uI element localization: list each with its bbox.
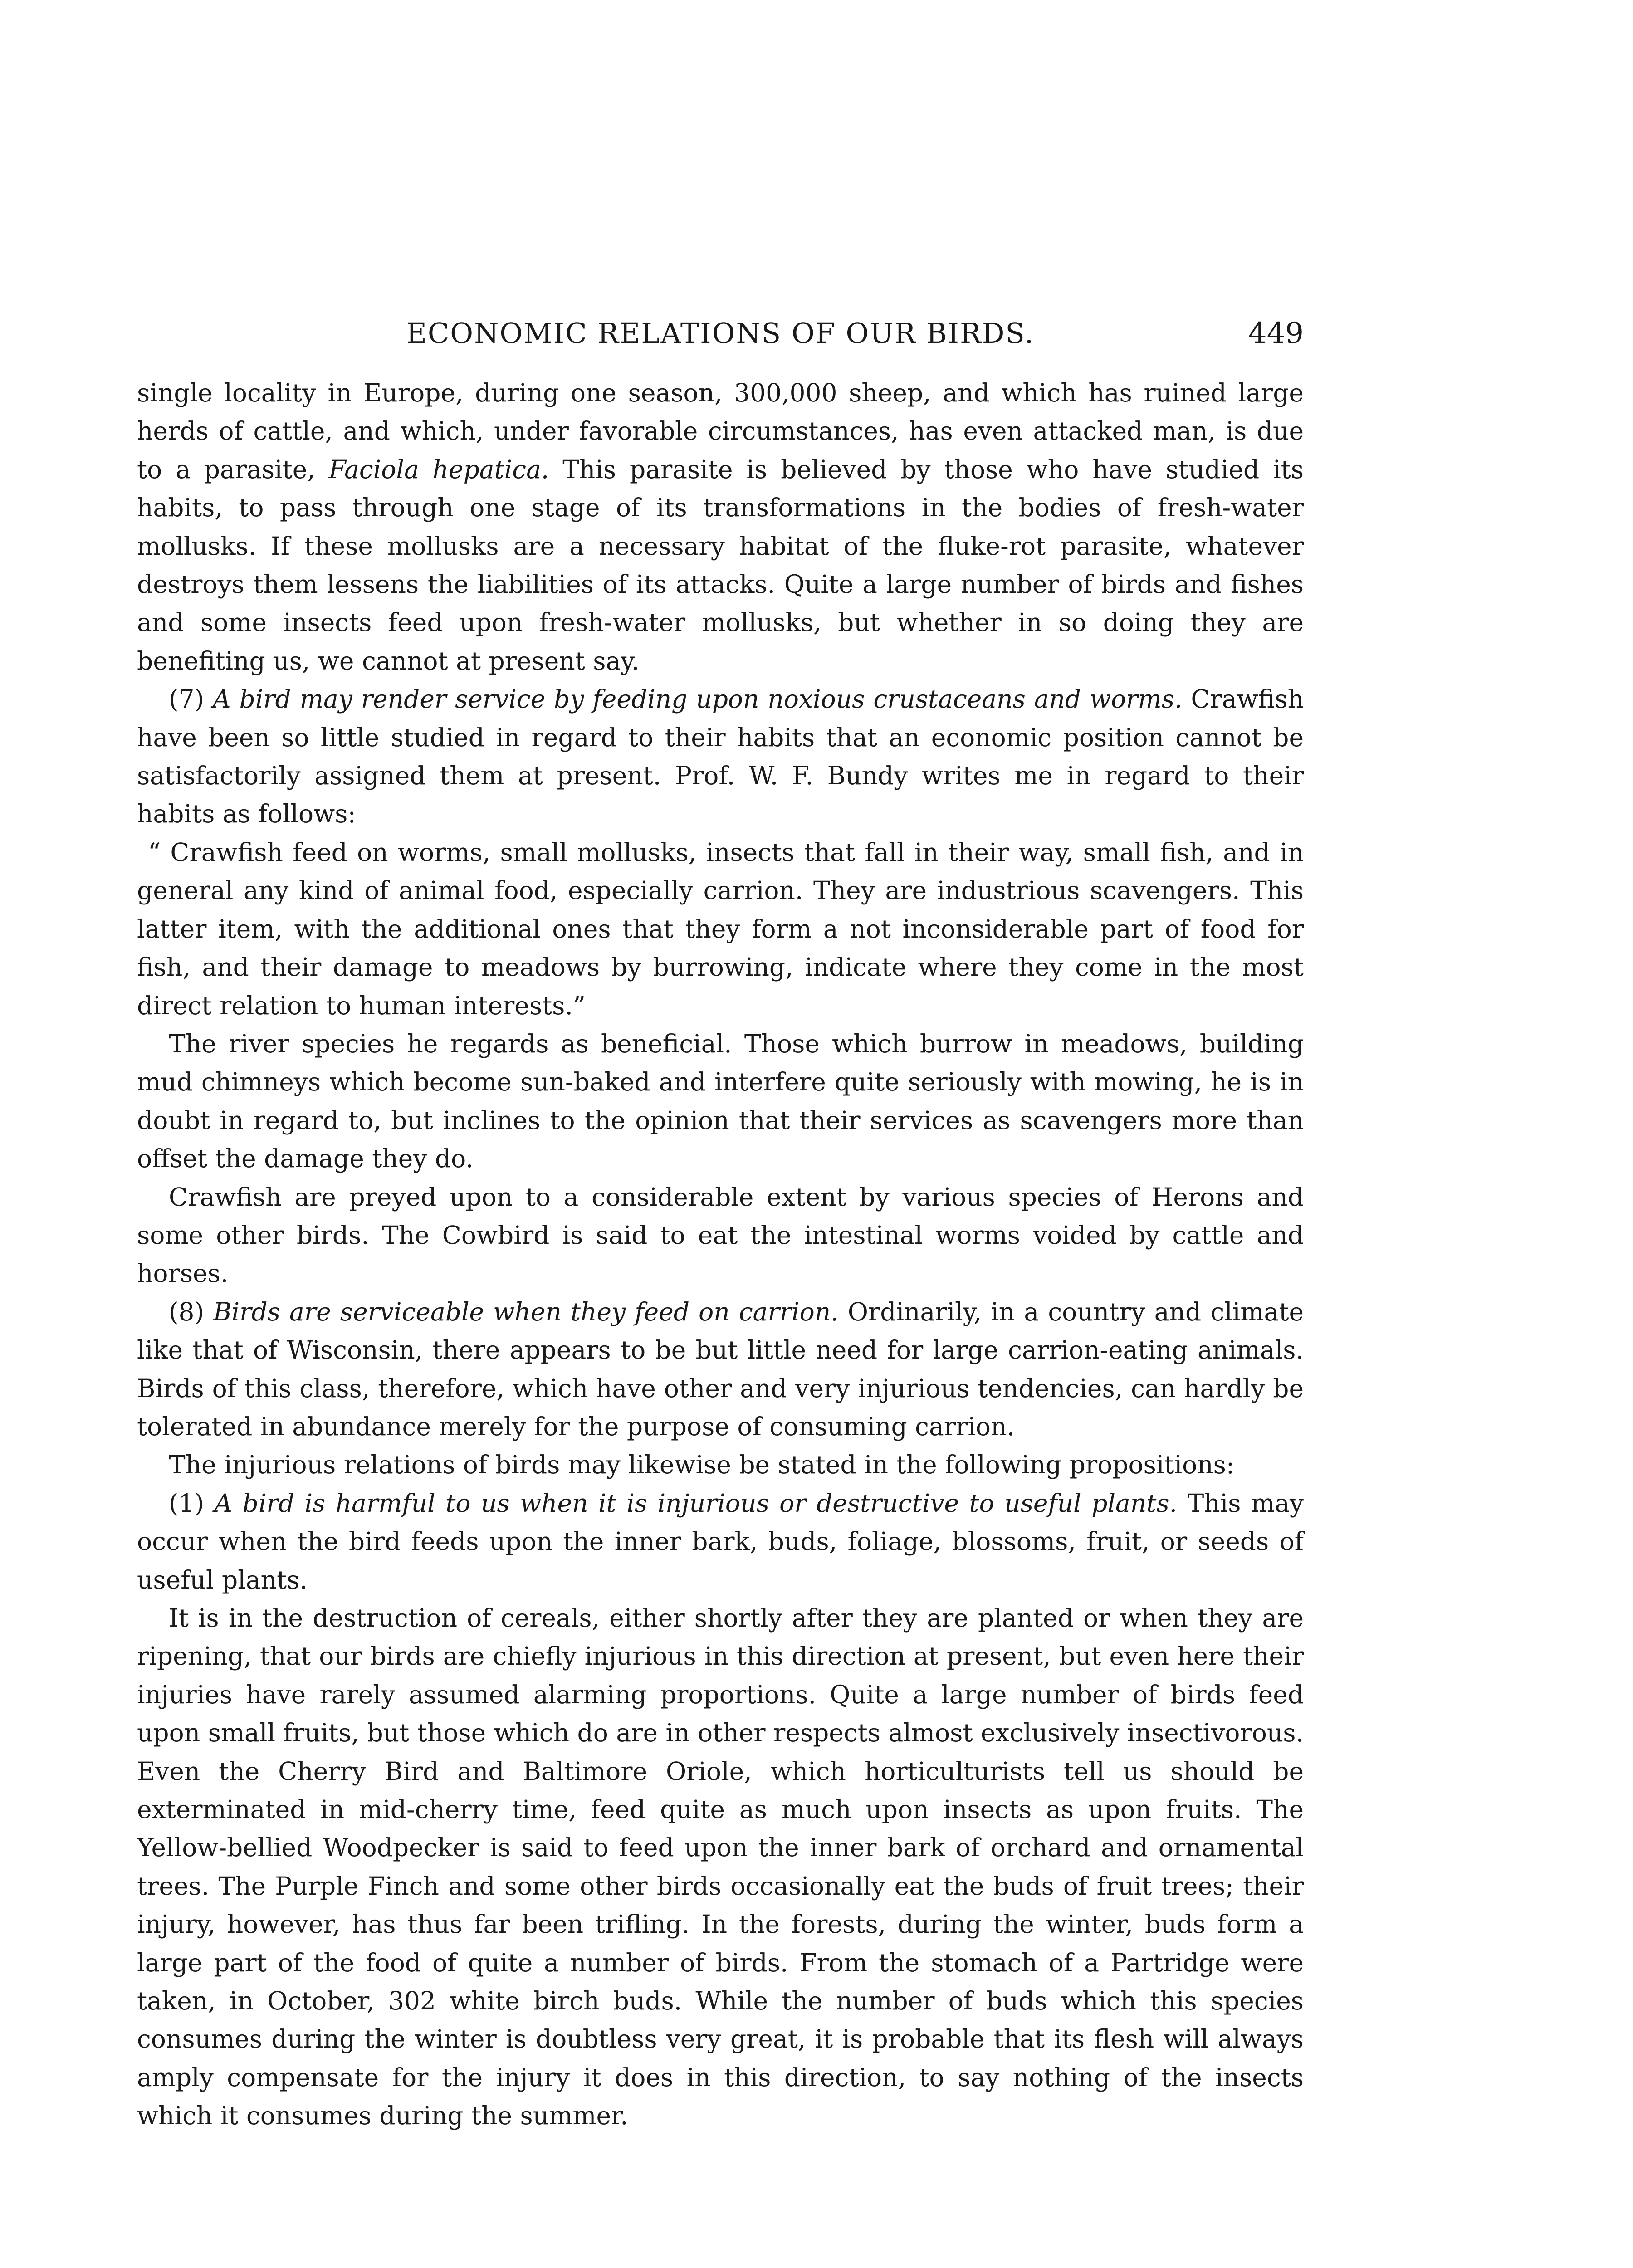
paragraph: The injurious relations of birds may likewise be stated in the following propositions:: [169, 1450, 1235, 1480]
running-head: ECONOMIC RELATIONS OF OUR BIRDS.: [406, 317, 1035, 350]
proposition-heading: A bird may render service by feeding upon noxious crustaceans and worms.: [212, 684, 1183, 714]
page-number: 449: [1248, 317, 1304, 350]
paragraph-proposition-1: (1) A bird is harmful to us when it is injurious or destructive to useful plants. This may occur when the bird feeds upon the inner bark, buds, foliage, blossoms, fruit, or seeds of useful plants.: [137, 1488, 1304, 1594]
page-header: [137, 311, 1304, 356]
paragraph-quotation: “ Crawfish feed on worms, small mollusks, insects that fall in their way, small fish, and in general any kind of animal food, especially carrion. They are industrious scavengers. This latter item, with the additional ones that they form a not inconsiderable part of food for fish, and their damage to meadows by burrowing, indicate where they come in the most direct relation to human interests.”: [137, 837, 1304, 1020]
body-text: [137, 374, 1304, 2135]
paragraph: Crawfish are preyed upon to a considerable extent by various species of Herons and some other birds. The Cowbird is said to eat the intestinal worms voided by cattle and horses.: [137, 1182, 1304, 1288]
paragraph: The river species he regards as beneficial. Those which burrow in meadows, building mud chimneys which become sun-baked and interfere quite seriously with mowing, he is in doubt in regard to, but inclines to the opinion that their services as scavengers more than offset the damage they do.: [137, 1029, 1304, 1173]
italic-species-name: Faciola hepatica.: [328, 455, 549, 484]
proposition-heading: Birds are serviceable when they feed on carrion.: [213, 1297, 839, 1326]
paragraph: It is in the destruction of cereals, either shortly after they are planted or when they are ripening, that our birds are chiefly injurious in this direction at present, but even here their injuries have rarely assumed alarming proportions. Quite a large number of birds feed upon small fruits, but those which do are in other respects almost exclusively insectivorous. Even the Cherry Bird and Baltimore Oriole, which horticulturists tell us should be exterminated in mid-cherry time, feed quite as much upon insects as upon fruits. The Yellow-bellied Woodpecker is said to feed upon the inner bark of orchard and ornamental trees. The Purple Finch and some other birds occasionally eat the buds of fruit trees; their injury, however, has thus far been trifling. In the forests, during the winter, buds form a large part of the food of quite a number of birds. From the stomach of a Partridge were taken, in October, 302 white birch buds. While the number of buds which this species consumes during the winter is doubtless very great, it is probable that its flesh will always amply compensate for the injury it does in this direction, to say nothing of the insects which it consumes during the summer.: [137, 1603, 1304, 2131]
paragraph-continued: single locality in Europe, during one season, 300,000 sheep, and which has ruined large herds of cattle, and which, under favorable circumstances, has even attacked man, is due to a parasite, Faciola hepatica. This parasite is believed by those who have studied its habits, to pass through one stage of its transformations in the bodies of fresh-water mollusks. If these mollusks are a necessary habitat of the fluke-rot parasite, whatever destroys them lessens the liabilities of its attacks. Quite a large number of birds and fishes and some insects feed upon fresh-water mollusks, but whether in so doing they are benefiting us, we cannot at present say.: [137, 378, 1304, 675]
proposition-heading: A bird is harmful to us when it is injurious or destructive to useful plants.: [214, 1488, 1178, 1518]
paragraph-proposition-8: (8) Birds are serviceable when they feed on carrion. Ordinarily, in a country and climate like that of Wisconsin, there appears to be but little need for large carrion-eating animals. Birds of this class, therefore, which have other and very injurious tendencies, can hardly be tolerated in abundance merely for the purpose of consuming carrion.: [137, 1297, 1304, 1441]
paragraph-proposition-7: (7) A bird may render service by feeding upon noxious crustaceans and worms. Crawfish have been so little studied in regard to their habits that an economic position cannot be satisfactorily assigned them at present. Prof. W. F. Bundy writes me in regard to their habits as follows:: [137, 684, 1304, 829]
